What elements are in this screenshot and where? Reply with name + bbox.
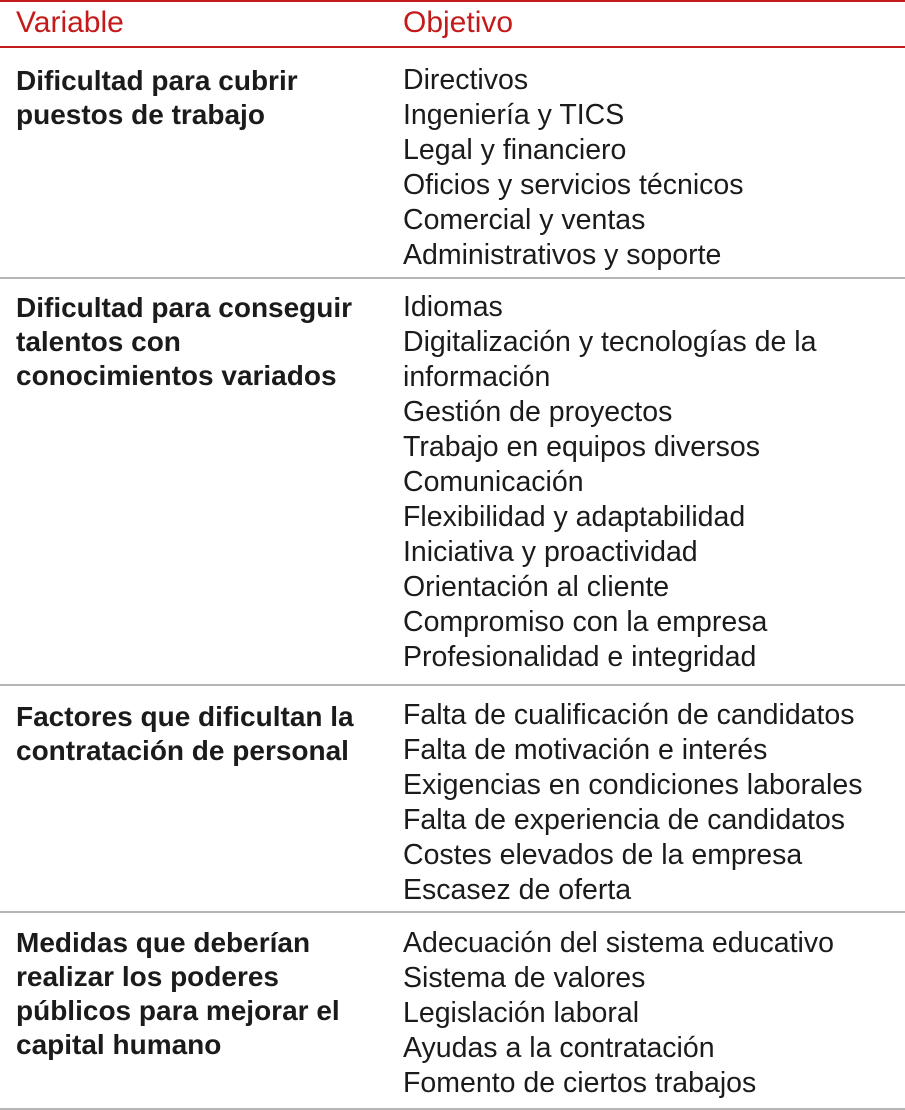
objective-item: Falta de motivación e interés (403, 734, 768, 766)
objective-item: Oficios y servicios técnicos (403, 169, 744, 201)
variable-cell: Dificultad para conseguir talentos con conocimientos variados (16, 292, 353, 391)
objective-item: Fomento de ciertos trabajos (403, 1067, 757, 1099)
objective-item: Adecuación del sistema educativo (403, 927, 834, 959)
objective-item: Ingeniería y TICS (403, 99, 625, 131)
objective-item: Trabajo en equipos diversos (403, 431, 760, 463)
objective-item: Legal y financiero (403, 134, 627, 166)
objective-list (403, 698, 903, 908)
table-row (0, 686, 905, 913)
table-header (0, 2, 905, 48)
objective-item: Comunicación (403, 466, 584, 498)
objective-item: Falta de cualificación de candidatos (403, 699, 855, 731)
variable-column-header: Variable (16, 6, 124, 39)
objective-item: Flexibilidad y adaptabilidad (403, 501, 746, 533)
variable-cell: Medidas que deberían realizar los poderes públicos para mejorar el capital humano (16, 927, 340, 1060)
objective-item: Sistema de valores (403, 962, 646, 994)
objective-item: Escasez de oferta (403, 874, 632, 906)
objective-item: Compromiso con la empresa (403, 606, 768, 638)
objective-list (403, 290, 903, 675)
objective-item: Exigencias en condiciones laborales (403, 769, 863, 801)
objective-item: Orientación al cliente (403, 571, 670, 603)
objective-list (403, 926, 903, 1101)
objective-item: Gestión de proyectos (403, 396, 673, 428)
variable-cell: Dificultad para cubrir puestos de trabajo (16, 65, 298, 130)
table-row (0, 279, 905, 686)
objective-column-header: Objetivo (403, 6, 514, 39)
objective-item: Administrativos y soporte (403, 239, 722, 271)
objective-item: Legislación laboral (403, 997, 640, 1029)
objective-item: Idiomas (403, 291, 503, 323)
objective-item: Iniciativa y proactividad (403, 536, 698, 568)
objective-item: Ayudas a la contratación (403, 1032, 715, 1064)
objective-item: Falta de experiencia de candidatos (403, 804, 846, 836)
objective-item: Digitalización y tecnologías de la información (403, 326, 817, 393)
table-row (0, 913, 905, 1110)
objective-item: Costes elevados de la empresa (403, 839, 803, 871)
objective-item: Directivos (403, 64, 529, 96)
table-row (0, 48, 905, 279)
variable-cell: Factores que dificultan la contratación de personal (16, 701, 354, 766)
objective-list (403, 63, 903, 273)
objective-item: Comercial y ventas (403, 204, 646, 236)
objective-item: Profesionalidad e integridad (403, 641, 757, 673)
